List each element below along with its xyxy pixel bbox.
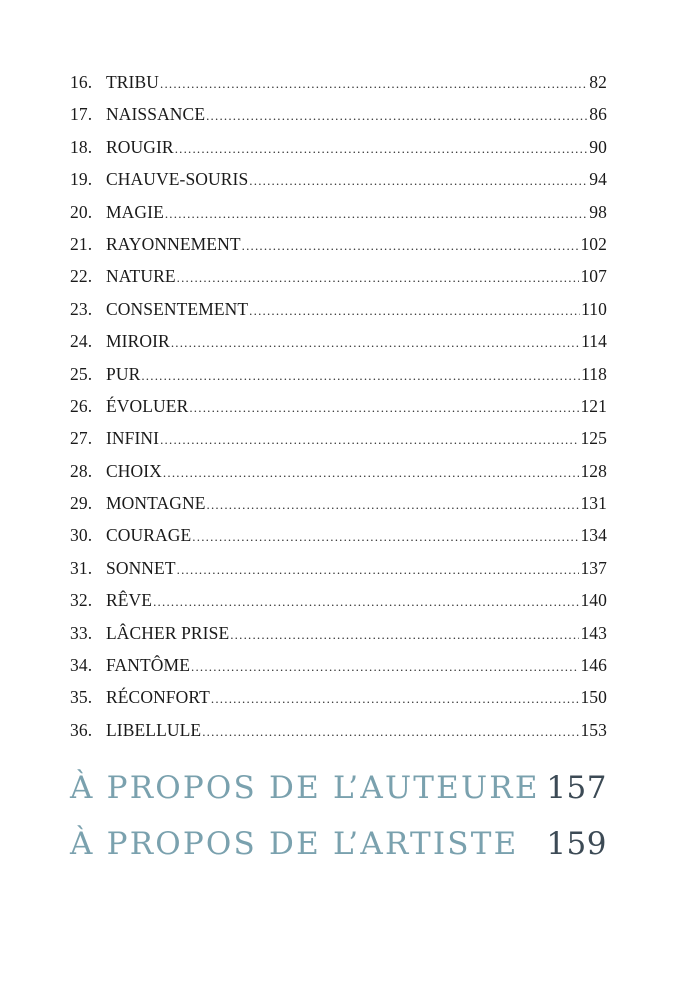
toc-entry-number: 36. <box>70 719 93 740</box>
toc-entry-title: MONTAGNE <box>106 493 206 514</box>
toc-entry-page: 118 <box>581 363 607 384</box>
toc-entry[interactable] <box>70 491 607 523</box>
toc-entry-number: 32. <box>70 590 93 611</box>
toc-entry-title: FANTÔME <box>106 655 190 676</box>
toc-entry-page: 82 <box>589 72 607 92</box>
dot-leader <box>189 396 579 420</box>
toc-entry-title: RAYONNEMENT <box>106 233 241 254</box>
toc-entry[interactable] <box>70 264 607 296</box>
dot-leader <box>165 202 588 226</box>
dot-leader <box>177 266 580 290</box>
toc-entry-page: 125 <box>580 428 607 449</box>
toc-entry-title: RÉCONFORT <box>106 687 210 708</box>
toc-entry-title: MAGIE <box>106 201 164 222</box>
toc-entry-title: COURAGE <box>106 525 192 546</box>
toc-entry-page: 107 <box>580 266 607 287</box>
toc-entry-title: RÊVE <box>106 590 153 611</box>
toc-entry-title: LIBELLULE <box>106 719 202 740</box>
toc-entry-number: 35. <box>70 687 93 708</box>
toc-entry[interactable] <box>70 394 607 426</box>
toc-entry-title: ROUGIR <box>106 136 174 157</box>
toc-entry-title: NATURE <box>106 266 176 287</box>
toc-entry-title: NAISSANCE <box>106 104 206 125</box>
toc-entry[interactable] <box>70 329 607 361</box>
dot-leader <box>207 493 580 517</box>
toc-entry-page: 121 <box>580 395 607 416</box>
dot-leader <box>191 655 579 679</box>
appendix-title: À PROPOS DE L’ARTISTE <box>70 826 519 862</box>
toc-entry[interactable] <box>70 362 607 394</box>
toc-entry-number: 23. <box>70 298 93 319</box>
toc-entry-page: 153 <box>580 719 607 740</box>
toc-entry-page: 114 <box>581 331 607 352</box>
dot-leader <box>202 720 579 744</box>
toc-entry[interactable] <box>70 297 607 329</box>
toc-entry[interactable] <box>70 621 607 653</box>
toc-entry-number: 22. <box>70 266 93 287</box>
toc-entry-number: 21. <box>70 233 93 254</box>
dot-leader <box>177 558 580 582</box>
dot-leader <box>211 687 580 711</box>
toc-entry[interactable] <box>70 167 607 199</box>
toc-entry-number: 17. <box>70 104 93 125</box>
toc-entry-title: LÂCHER PRISE <box>106 622 230 643</box>
toc-entry-number: 27. <box>70 428 93 449</box>
toc-entry-number: 29. <box>70 493 93 514</box>
toc-entry-title: TRIBU <box>106 72 159 92</box>
toc-entry-page: 134 <box>580 525 607 546</box>
toc-entry[interactable] <box>70 523 607 555</box>
toc-entry[interactable] <box>70 588 607 620</box>
toc-entry-number: 30. <box>70 525 93 546</box>
dot-leader <box>242 234 580 258</box>
toc-entry-number: 20. <box>70 201 93 222</box>
toc-entry-title: MIROIR <box>106 331 170 352</box>
toc-entry-page: 137 <box>580 557 607 578</box>
toc-entry-page: 98 <box>589 201 607 222</box>
toc-entry[interactable] <box>70 426 607 458</box>
toc-entry-title: CHAUVE-SOURIS <box>106 169 249 190</box>
toc-entry-page: 131 <box>580 493 607 514</box>
toc-entry[interactable] <box>70 200 607 232</box>
toc-entry-page: 150 <box>580 687 607 708</box>
appendix-entry-artist[interactable] <box>70 824 607 864</box>
toc-entry[interactable] <box>70 459 607 491</box>
appendix-entry-author[interactable] <box>70 768 607 808</box>
dot-leader <box>141 364 580 388</box>
toc-entry-number: 18. <box>70 136 93 157</box>
appendix-page: 159 <box>546 826 607 862</box>
toc-entry[interactable] <box>70 135 607 167</box>
toc-entry-page: 140 <box>580 590 607 611</box>
toc-entry-number: 34. <box>70 655 93 676</box>
toc-entry[interactable] <box>70 556 607 588</box>
toc-entry-page: 90 <box>589 136 607 157</box>
toc-entry-number: 24. <box>70 331 93 352</box>
dot-leader <box>153 590 579 614</box>
toc-entry[interactable] <box>70 718 607 750</box>
dot-leader <box>192 525 579 549</box>
toc-entry-page: 146 <box>580 655 607 676</box>
toc-entry-title: INFINI <box>106 428 160 449</box>
toc-entry-title: CONSENTEMENT <box>106 298 249 319</box>
toc-entry-number: 25. <box>70 363 93 384</box>
toc-entry[interactable] <box>70 70 607 102</box>
dot-leader <box>230 623 579 647</box>
toc-entry[interactable] <box>70 685 607 717</box>
toc-entry-title: SONNET <box>106 557 176 578</box>
toc-entry-number: 31. <box>70 557 93 578</box>
toc-entry-number: 19. <box>70 169 93 190</box>
table-of-contents <box>70 70 607 750</box>
toc-entry-number: 33. <box>70 622 93 643</box>
toc-entry-number: 28. <box>70 460 93 481</box>
dot-leader <box>163 461 580 485</box>
dot-leader <box>175 137 589 161</box>
toc-entry-page: 143 <box>580 622 607 643</box>
toc-entry-number: 16. <box>70 72 93 92</box>
dot-leader <box>160 428 579 452</box>
toc-entry-page: 110 <box>581 298 607 319</box>
toc-entry[interactable] <box>70 232 607 264</box>
appendix-title: À PROPOS DE L’AUTEURE <box>70 770 540 806</box>
toc-entry-title: CHOIX <box>106 460 162 481</box>
toc-entry[interactable] <box>70 102 607 134</box>
toc-entry[interactable] <box>70 653 607 685</box>
dot-leader <box>249 299 580 323</box>
toc-entry-page: 94 <box>589 169 607 190</box>
toc-entry-page: 128 <box>580 460 607 481</box>
toc-entry-title: PUR <box>106 363 141 384</box>
dot-leader <box>206 104 588 128</box>
dot-leader <box>160 72 588 96</box>
toc-entry-title: ÉVOLUER <box>106 395 189 416</box>
toc-entry-page: 86 <box>589 104 607 125</box>
toc-entry-number: 26. <box>70 395 93 416</box>
toc-entry-page: 102 <box>580 233 607 254</box>
dot-leader <box>171 331 580 355</box>
dot-leader <box>249 169 588 193</box>
appendix-page: 157 <box>546 770 607 806</box>
